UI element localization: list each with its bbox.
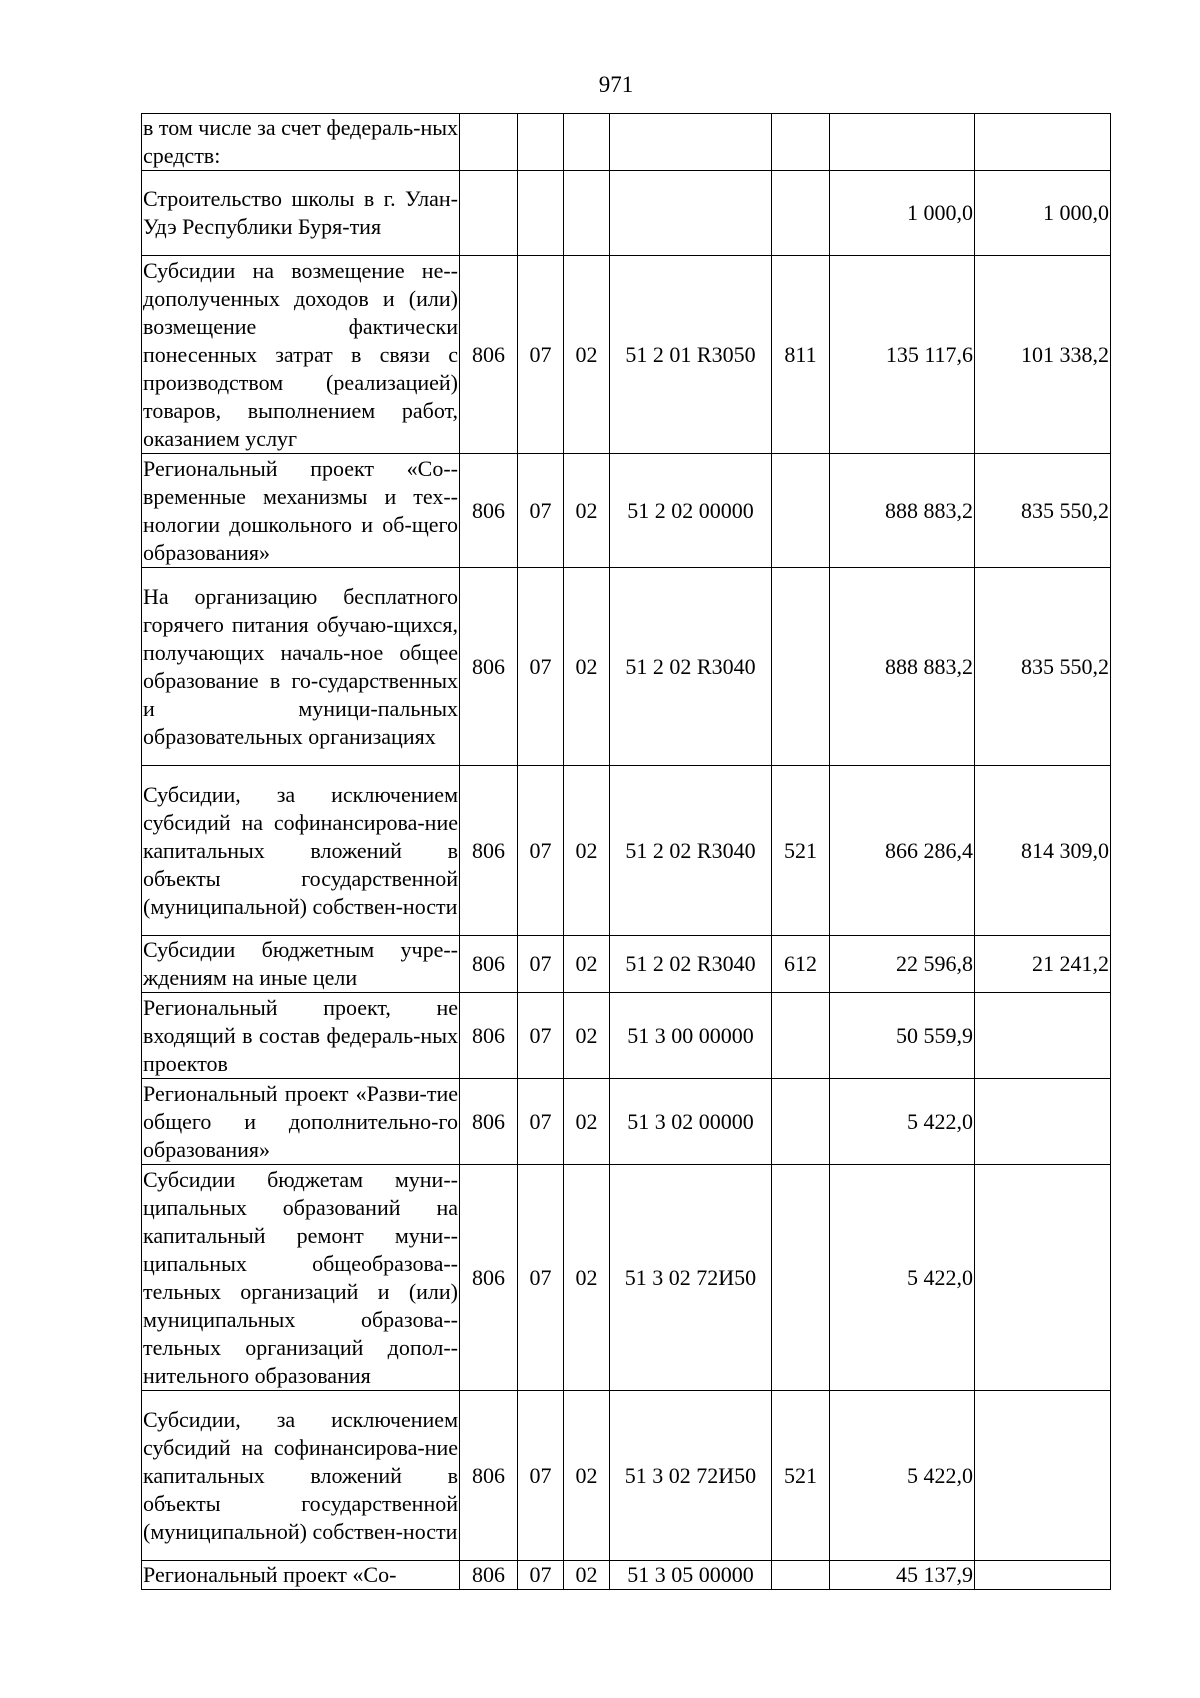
table-row [142, 256, 1111, 454]
subsection-code: 02 [564, 1165, 610, 1391]
subsection-code: 02 [564, 568, 610, 766]
amount-2: 101 338,2 [975, 256, 1111, 454]
amount-2 [975, 993, 1111, 1079]
target-article-code: 51 3 02 00000 [610, 1079, 772, 1165]
expense-type-code [772, 1561, 830, 1590]
row-description: Строительство школы в г. Улан-Удэ Республики Буря-тия [142, 171, 460, 256]
target-article-code [610, 114, 772, 171]
subsection-code: 02 [564, 454, 610, 568]
section-code: 07 [518, 1079, 564, 1165]
grbs-code: 806 [460, 1165, 518, 1391]
amount-1: 5 422,0 [830, 1165, 975, 1391]
expense-type-code [772, 1165, 830, 1391]
target-article-code: 51 2 02 R3040 [610, 766, 772, 936]
subsection-code: 02 [564, 1561, 610, 1590]
subsection-code [564, 171, 610, 256]
row-description: На организацию бесплатного горячего питания обучаю-щихся, получающих началь-ное общее образование в го-сударственных и муници-пальных образовательных организациях [142, 568, 460, 766]
section-code: 07 [518, 568, 564, 766]
amount-2 [975, 114, 1111, 171]
row-description: Субсидии, за исключением субсидий на софинансирова-ние капитальных вложений в объекты государственной (муниципальной) собствен-ности [142, 1391, 460, 1561]
amount-2 [975, 1561, 1111, 1590]
row-description: в том числе за счет федераль-ных средств: [142, 114, 460, 171]
amount-1: 866 286,4 [830, 766, 975, 936]
section-code: 07 [518, 1561, 564, 1590]
row-description: Субсидии бюджетам муни-ципальных образований на капитальный ремонт муни-ципальных общеобразова-тельных организаций и (или) муниципальных образова-тельных организаций допол-нительного образования [142, 1165, 460, 1391]
amount-2 [975, 1165, 1111, 1391]
row-description: Региональный проект «Со- [142, 1561, 460, 1590]
target-article-code: 51 3 02 72И50 [610, 1391, 772, 1561]
subsection-code: 02 [564, 1391, 610, 1561]
target-article-code: 51 2 01 R3050 [610, 256, 772, 454]
target-article-code: 51 3 02 72И50 [610, 1165, 772, 1391]
row-description: Региональный проект «Разви-тие общего и дополнительно-го образования» [142, 1079, 460, 1165]
subsection-code: 02 [564, 256, 610, 454]
grbs-code: 806 [460, 936, 518, 993]
amount-1: 5 422,0 [830, 1391, 975, 1561]
amount-1: 1 000,0 [830, 171, 975, 256]
table-row [142, 454, 1111, 568]
expense-type-code [772, 171, 830, 256]
row-description: Субсидии на возмещение не-дополученных доходов и (или) возмещение фактически понесенных затрат в связи с производством (реализацией) товаров, выполнением работ, оказанием услуг [142, 256, 460, 454]
section-code: 07 [518, 454, 564, 568]
grbs-code: 806 [460, 1079, 518, 1165]
target-article-code: 51 2 02 00000 [610, 454, 772, 568]
expense-type-code [772, 454, 830, 568]
subsection-code: 02 [564, 1079, 610, 1165]
table-row [142, 1079, 1111, 1165]
table-row [142, 766, 1111, 936]
subsection-code: 02 [564, 936, 610, 993]
row-description: Региональный проект, не входящий в состав федераль-ных проектов [142, 993, 460, 1079]
section-code: 07 [518, 1391, 564, 1561]
expense-type-code: 811 [772, 256, 830, 454]
target-article-code: 51 2 02 R3040 [610, 568, 772, 766]
amount-1: 888 883,2 [830, 568, 975, 766]
amount-2: 814 309,0 [975, 766, 1111, 936]
expense-type-code: 612 [772, 936, 830, 993]
amount-1: 135 117,6 [830, 256, 975, 454]
table-row [142, 171, 1111, 256]
expense-type-code [772, 993, 830, 1079]
section-code: 07 [518, 993, 564, 1079]
grbs-code: 806 [460, 766, 518, 936]
table-row [142, 1165, 1111, 1391]
amount-2: 21 241,2 [975, 936, 1111, 993]
table-row [142, 1561, 1111, 1590]
target-article-code: 51 3 05 00000 [610, 1561, 772, 1590]
section-code: 07 [518, 936, 564, 993]
expense-type-code: 521 [772, 766, 830, 936]
section-code: 07 [518, 256, 564, 454]
table-row [142, 114, 1111, 171]
grbs-code: 806 [460, 454, 518, 568]
subsection-code: 02 [564, 993, 610, 1079]
target-article-code: 51 3 00 00000 [610, 993, 772, 1079]
budget-table [141, 113, 1111, 1590]
subsection-code [564, 114, 610, 171]
target-article-code: 51 2 02 R3040 [610, 936, 772, 993]
amount-2 [975, 1391, 1111, 1561]
grbs-code [460, 114, 518, 171]
amount-1: 45 137,9 [830, 1561, 975, 1590]
amount-2: 835 550,2 [975, 568, 1111, 766]
amount-2: 835 550,2 [975, 454, 1111, 568]
expense-type-code: 521 [772, 1391, 830, 1561]
row-description: Субсидии бюджетным учре-ждениям на иные цели [142, 936, 460, 993]
subsection-code: 02 [564, 766, 610, 936]
table-row [142, 568, 1111, 766]
target-article-code [610, 171, 772, 256]
grbs-code: 806 [460, 256, 518, 454]
table-row [142, 936, 1111, 993]
grbs-code: 806 [460, 1391, 518, 1561]
row-description: Региональный проект «Со-временные механизмы и тех-нологии дошкольного и об-щего образования» [142, 454, 460, 568]
page-number: 971 [598, 72, 634, 97]
amount-1 [830, 114, 975, 171]
amount-2: 1 000,0 [975, 171, 1111, 256]
row-description: Субсидии, за исключением субсидий на софинансирова-ние капитальных вложений в объекты государственной (муниципальной) собствен-ности [142, 766, 460, 936]
amount-1: 888 883,2 [830, 454, 975, 568]
expense-type-code [772, 114, 830, 171]
section-code: 07 [518, 1165, 564, 1391]
table-row [142, 993, 1111, 1079]
expense-type-code [772, 568, 830, 766]
amount-1: 50 559,9 [830, 993, 975, 1079]
amount-1: 22 596,8 [830, 936, 975, 993]
table-row [142, 1391, 1111, 1561]
grbs-code [460, 171, 518, 256]
section-code [518, 171, 564, 256]
grbs-code: 806 [460, 568, 518, 766]
amount-2 [975, 1079, 1111, 1165]
grbs-code: 806 [460, 993, 518, 1079]
amount-1: 5 422,0 [830, 1079, 975, 1165]
section-code [518, 114, 564, 171]
expense-type-code [772, 1079, 830, 1165]
grbs-code: 806 [460, 1561, 518, 1590]
section-code: 07 [518, 766, 564, 936]
